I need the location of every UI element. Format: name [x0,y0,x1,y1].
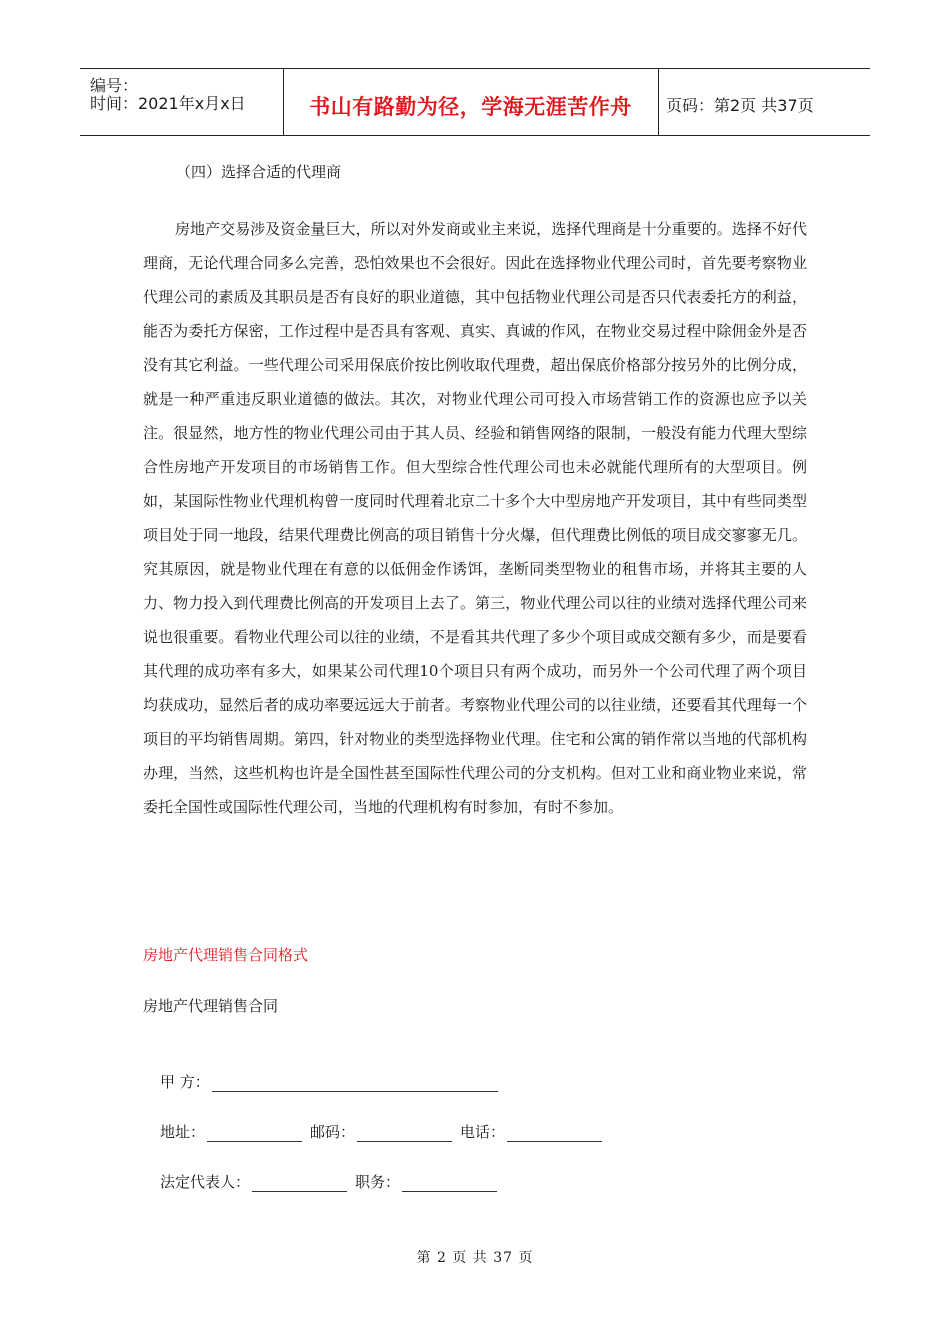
section-subheading: （四）选择合适的代理商 [176,163,342,181]
header-motto: 书山有路勤为径，学海无涯苦作舟 [309,95,632,119]
header-middle-cell [283,69,659,135]
party-a-field [160,1071,506,1092]
address-blank [207,1123,302,1142]
phone-label: 电话： [460,1123,506,1141]
phone-blank [507,1123,602,1142]
contract-title: 房地产代理销售合同 [143,997,279,1015]
header-left-cell [80,69,284,135]
body-paragraph: 房地产交易涉及资金量巨大，所以对外发商或业主来说，选择代理商是十分重要的。选择不好代理商，无论代理合同多么完善，恐怕效果也不会很好。因此在选择物业代理公司时，首先要考察物业代理公司的素质及其职员是否有良好的职业道德，其中包括物业代理公司是否只代表委托方的利益，能否为委托方保密，工作过程中是否具有客观、真实、真诚的作风，在物业交易过程中除佣金外是否没有其它利益。一些代理公司采用保底价按比例收取代理费，超出保底价格部分按另外的比例分成，就是一种严重违反职业道德的做法。其次，对物业代理公司可投入市场营销工作的资源也应予以关注。很显然，地方性的物业代理公司由于其人员、经验和销售网络的限制，一般没有能力代理大型综合性房地产开发项目的市场销售工作。但大型综合性代理公司也未必就能代理所有的大型项目。例如，某国际性物业代理机构曾一度同时代理着北京二十多个大中型房地产开发项目，其中有些同类型项目处于同一地段，结果代理费比例高的项目销售十分火爆，但代理费比例低的项目成交寥寥无几。究其原因，就是物业代理在有意的以低佣金作诱饵，垄断同类型物业的租售市场，并将其主要的人力、物力投入到代理费比例高的开发项目上去了。第三，物业代理公司以往的业绩对选择代理公司来说也很重要。看物业代理公司以往的业绩，不是看其共代理了多少个项目或成交额有多少，而是要看其代理的成功率有多大，如果某公司代理10个项目只有两个成功，而另外一个公司代理了两个项目均获成功，显然后者的成功率要远远大于前者。考察物业代理公司的以往业绩，还要看其代理每一个项目的平均销售周期。第四，针对物业的类型选择物业代理。住宅和公寓的销作常以当地的代部机构办理，当然，这些机构也许是全国性甚至国际性代理公司的分支机构。但对工业和商业物业来说，常委托全国性或国际性代理公司，当地的代理机构有时参加，有时不参加。 [143,220,807,816]
legal-rep-label: 法定代表人： [160,1173,251,1191]
postcode-label: 邮码： [310,1123,356,1141]
contract-format-title: 房地产代理销售合同格式 [143,946,309,964]
party-a-blank [212,1073,498,1092]
postcode-blank [357,1123,452,1142]
header-page-label: 页码：第2页 共37页 [666,96,814,115]
legal-rep-blank [252,1173,347,1192]
document-number-label: 编号： [90,76,139,95]
address-row [160,1121,610,1142]
position-label: 职务： [355,1173,401,1191]
page-header [80,68,870,136]
party-a-label: 甲 方： [160,1073,210,1091]
legal-rep-row [160,1171,505,1192]
document-time-label: 时间：2021年x月x日 [90,94,246,113]
header-right-cell [658,69,870,135]
address-label: 地址： [160,1123,206,1141]
page-footer: 第 2 页 共 37 页 [416,1250,534,1266]
position-blank [402,1173,497,1192]
